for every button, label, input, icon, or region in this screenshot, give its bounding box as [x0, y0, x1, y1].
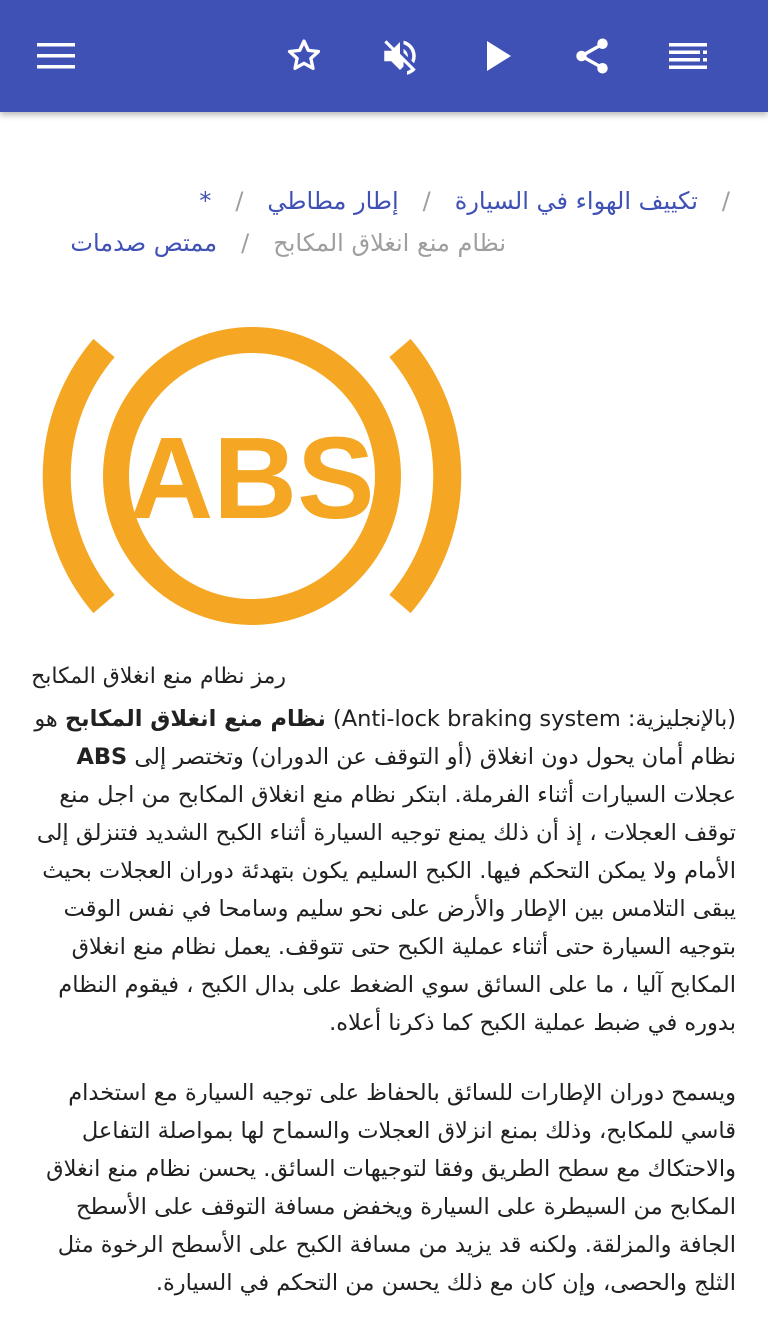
- bold-term: نظام منع انغلاق المكابح: [64, 706, 326, 732]
- abs-logo-right-arc: [400, 348, 447, 604]
- article-content: [0, 112, 768, 1296]
- breadcrumb: [36, 180, 736, 264]
- english-close: ): [332, 706, 342, 732]
- volume-off-icon: [379, 35, 421, 77]
- breadcrumb-item-tire[interactable]: إطار مطاطي: [267, 187, 399, 215]
- abs-warning-image[interactable]: [34, 324, 470, 628]
- abbreviation-abs: ABS: [76, 744, 128, 770]
- english-term: Anti-lock braking system: [341, 706, 621, 732]
- breadcrumb-item-air-conditioning[interactable]: تكييف الهواء في السيارة: [454, 187, 698, 215]
- breadcrumb-row-1: [36, 180, 736, 222]
- play-icon: [483, 39, 513, 73]
- bookmark-button[interactable]: [276, 28, 332, 84]
- breadcrumb-current: نظام منع انغلاق المكابح: [273, 229, 506, 257]
- paragraph-1: [32, 700, 736, 1042]
- play-button[interactable]: [470, 28, 526, 84]
- breadcrumb-item-shock-absorber[interactable]: ممتص صدمات: [70, 229, 218, 257]
- breadcrumb-separator: /: [241, 229, 250, 257]
- abs-logo-left-arc: [57, 348, 104, 604]
- paragraph-2: ويسمح دوران الإطارات للسائق بالحفاظ على توجيه السيارة مع استخدام قاسي للمكابح، وذلك بمنع انزلاق العجلات والسماح لها بمواصلة التفاعل والاحتكاك مع سطح الطريق وفقا لتوجيهات السائق. يحسن نظام منع انغلاق المكابح من السيطرة على السيارة ويخفض مسافة التوقف على الأسطح الجافة والمزلقة. ولكنه قد يزيد من مسافة الكبح على الأسطح الرخوة مثل الثلج والحصى، وإن كان مع ذلك يحسن من التحكم في السيارة.: [46, 1080, 736, 1296]
- list-icon: [669, 42, 707, 70]
- article-body: [32, 700, 736, 1334]
- breadcrumb-separator: /: [721, 187, 730, 215]
- menu-button[interactable]: [28, 28, 84, 84]
- contents-button[interactable]: [660, 28, 716, 84]
- breadcrumb-separator: /: [235, 187, 244, 215]
- english-open: (بالإنجليزية:: [620, 706, 736, 732]
- breadcrumb-row-2: [36, 222, 736, 264]
- menu-icon: [37, 42, 75, 70]
- figure-caption: رمز نظام منع انغلاق المكابح: [31, 664, 286, 689]
- breadcrumb-separator: /: [422, 187, 431, 215]
- share-icon: [571, 35, 613, 77]
- breadcrumb-item-home[interactable]: *: [199, 187, 212, 215]
- abs-logo-text: ABS: [129, 413, 375, 543]
- mute-button[interactable]: [372, 28, 428, 84]
- star-icon: [283, 35, 325, 77]
- app-bar: [0, 0, 768, 112]
- paragraph-1-text-b: عجلات السيارات أثناء الفرملة. ابتكر نظام منع انغلاق المكابح من اجل منع توقف العجلات ، إذ أن ذلك يمنع توجيه السيارة أثناء الكبح الشديد فتنزلق إلى الأمام ولا يمكن التحكم فيها. الكبح السليم يكون بتهدئة دوران العجلات بحيث يبقى التلامس بين الإطار والأرض على نحو سليم وسامحا في نفس الوقت بتوجيه السيارة حتى أثناء عملية الكبح حتى تتوقف. يعمل نظام منع انغلاق المكابح آليا ، ما على السائق سوي الضغط على بدال الكبح ، فيقوم النظام بدوره في ضبط عملية الكبح كما ذكرنا أعلاه.: [36, 782, 736, 1036]
- paragraph-1-text-a: هو نظام أمان يحول دون انغلاق (أو التوقف عن الدوران) وتختصر إلى: [34, 706, 736, 770]
- share-button[interactable]: [564, 28, 620, 84]
